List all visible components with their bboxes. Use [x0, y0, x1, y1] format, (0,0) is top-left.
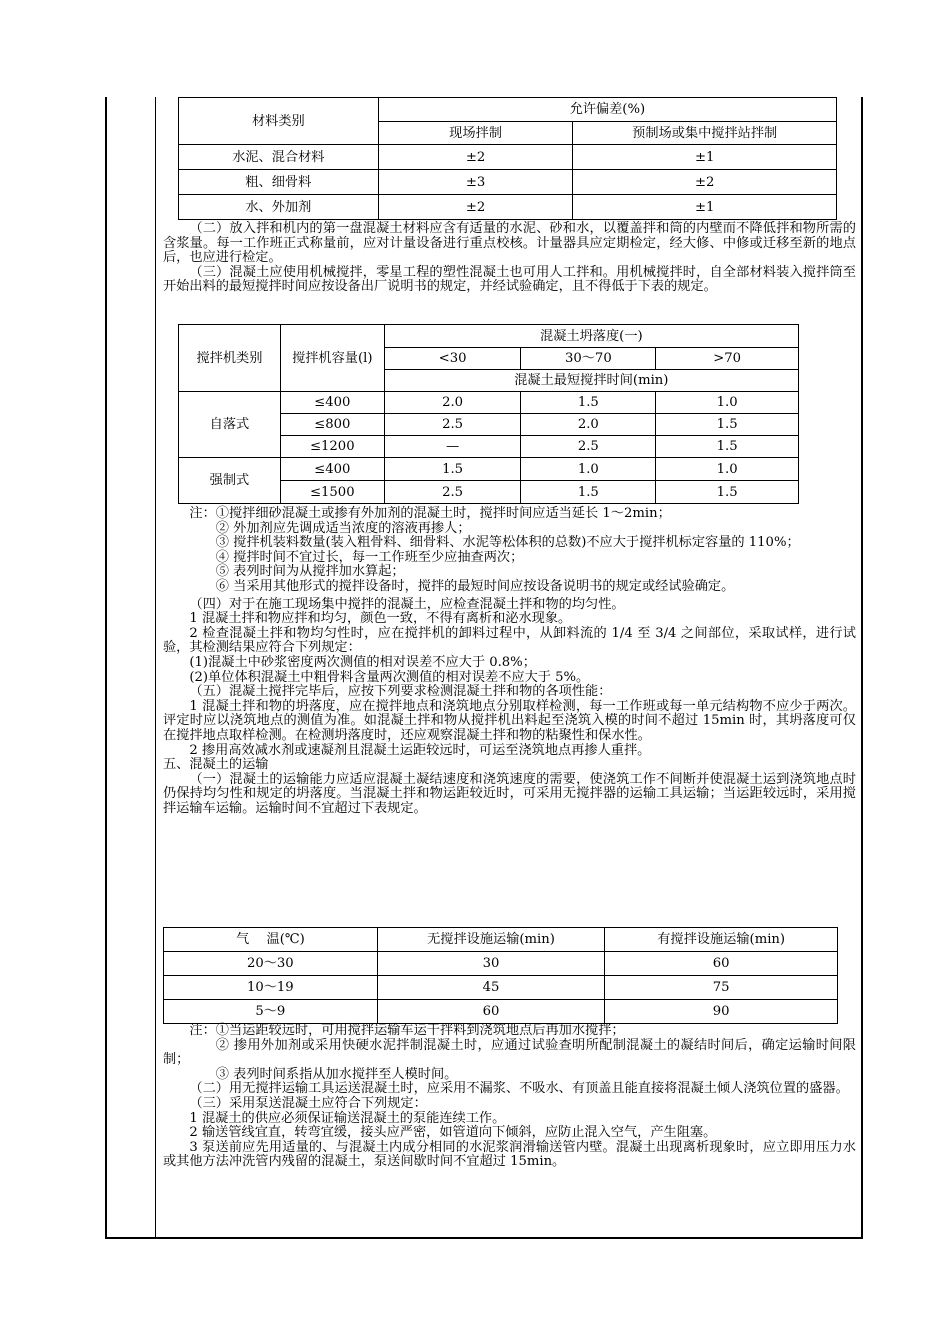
mixing-time-table — [178, 324, 799, 504]
header-temperature: 气 温(℃) — [164, 928, 378, 952]
group-free-fall: 自落式 — [179, 392, 281, 458]
paragraph: 3 泵送前应先用适量的、与混凝土内成分相同的水泥浆润滑输送管内壁。混凝土出现离析现象时，应立即用压力水或其他方法冲洗管内残留的混凝土，泵送间歇时间不宜超过 15min。 — [163, 1139, 856, 1170]
note: 注：①搅拌细砂混凝土或掺有外加剂的混凝土时，搅拌时间应适当延长 1～2min； — [189, 506, 671, 521]
paragraph: (2)单位体积混凝土中粗骨料含量两次测值的相对误差不应大于 5%。 — [189, 669, 590, 685]
paragraphs-block-3 — [163, 1024, 856, 1170]
paragraph: （四）对于在施工现场集中搅拌的混凝土，应检查混凝土拌和物的均匀性。 — [189, 596, 625, 612]
header-precast: 预制场或集中搅拌站拌制 — [573, 122, 837, 145]
column-divider — [155, 97, 156, 1239]
table-row: 水泥、混合材料 ±2 ±1 — [179, 145, 837, 170]
note: ② 掺用外加剂或采用快硬水泥拌制混凝土时，应通过试验查明所配制混凝土的凝结时间后，确定运输时间限制； — [163, 1037, 856, 1068]
tolerance-table — [178, 97, 837, 220]
paragraph: （五）混凝土搅拌完毕后，应按下列要求检测混凝土拌和物的各项性能： — [189, 684, 612, 700]
header-slump: 混凝土坍落度(一) — [384, 325, 798, 348]
table-row: 5～9 60 90 — [164, 1000, 838, 1024]
table-row: 自落式 ≤400 2.0 1.5 1.0 — [179, 392, 799, 414]
note: 注：①当运距较远时，可用搅拌运输车运干拌料到浇筑地点后再加水搅拌； — [189, 1023, 625, 1038]
note: ③ 搅拌机装料数量(装入粗骨料、细骨料、水泥等松体积的总数)不应大于搅拌机标定容量的 110%； — [215, 535, 800, 551]
note: ⑥ 当采用其他形式的搅拌设备时，搅拌的最短时间应按设备说明书的规定或经试验确定。 — [215, 578, 735, 594]
paragraph: 1 混凝土拌和物的坍落度，应在搅拌地点和浇筑地点分别取样检测，每一工作班或每一单元结构物不应少于两次。评定时应以浇筑地点的测值为准。如混凝土拌和物从搅拌机出料起至浇筑入模的时间不超过 15min 时，其坍落度可仅在搅拌地点取样检测。在检测坍落度时，还应观察混凝土拌和物的粘聚性和保水性。 — [163, 698, 856, 743]
table-row: ≤1200 — 2.5 1.5 — [179, 436, 799, 458]
header-site: 现场拌制 — [378, 122, 573, 145]
transport-time-table — [163, 927, 838, 1024]
header-tolerance: 允许偏差(%) — [378, 98, 836, 122]
paragraph: （二）用无搅拌运输工具运送混凝土时，应采用不漏浆、不吸水、有顶盖且能直接将混凝土倾人浇筑位置的盛器。 — [189, 1081, 849, 1097]
paragraph: （三）混凝土应使用机械搅拌，零星工程的塑性混凝土也可用人工拌和。用机械搅拌时，自全部材料装入搅拌筒至开始出料的最短搅拌时间应按设备出厂说明书的规定，并经试验确定，且不得低于下表的规定。 — [163, 264, 856, 295]
header-no-agitator: 无搅拌设施运输(min) — [377, 928, 605, 952]
header-material: 材料类别 — [179, 98, 379, 145]
section-title: 五、混凝土的运输 — [163, 757, 269, 773]
table-row: 10～19 45 75 — [164, 976, 838, 1000]
header-with-agitator: 有搅拌设施运输(min) — [605, 928, 838, 952]
header-capacity: 搅拌机容量(l) — [280, 325, 384, 392]
table-row: ≤800 2.5 2.0 1.5 — [179, 414, 799, 436]
paragraph: (1)混凝土中砂浆密度两次测值的相对误差不应大于 0.8%； — [189, 654, 536, 670]
header-min-time: 混凝土最短搅拌时间(min) — [384, 370, 798, 392]
header-slump-lt30: <30 — [384, 348, 521, 370]
paragraph: （三）采用泵送混凝土应符合下列规定： — [189, 1095, 427, 1111]
table-row: 水、外加剂 ±2 ±1 — [179, 195, 837, 220]
paragraphs-block-2 — [163, 507, 856, 816]
paragraph: 2 检查混凝土拌和物均匀性时，应在搅拌机的卸料过程中，从卸料流的 1/4 至 3/4 之间部位，采取试样，进行试验，其检测结果应符合下列规定： — [163, 625, 856, 656]
note: ⑤ 表列时间为从搅拌加水算起； — [215, 564, 405, 580]
header-slump-30-70: 30～70 — [521, 348, 656, 370]
table-row: 粗、细骨料 ±3 ±2 — [179, 170, 837, 195]
table-row: 20～30 30 60 — [164, 952, 838, 976]
group-forced: 强制式 — [179, 458, 281, 504]
note: ④ 搅拌时间不宜过长，每一工作班至少应抽查两次； — [215, 549, 524, 565]
table-row: 强制式 ≤400 1.5 1.0 1.0 — [179, 458, 799, 481]
table-row: ≤1500 2.5 1.5 1.5 — [179, 481, 799, 504]
paragraph: 1 混凝土拌和物应拌和均匀，颜色一致，不得有离析和泌水现象。 — [189, 611, 572, 627]
note: ② 外加剂应先调成适当浓度的溶液再掺人； — [215, 520, 471, 536]
paragraph: 2 输送管线宜直，转弯宜缓，接头应严密，如管道向下倾斜，应防止混入空气，产生阻塞。 — [189, 1125, 717, 1141]
paragraphs-block-1 — [163, 222, 856, 295]
header-mixer-type: 搅拌机类别 — [179, 325, 281, 392]
paragraph: 1 混凝土的供应必须保证输送混凝土的泵能连续工作。 — [189, 1110, 506, 1126]
note: ③ 表列时间系指从加水搅拌至人模时间。 — [215, 1066, 458, 1082]
header-slump-gt70: >70 — [656, 348, 799, 370]
paragraph: （二）放入拌和机内的第一盘混凝土材料应含有适量的水泥、砂和水，以覆盖拌和筒的内壁而不降低拌和物所需的含浆量。每一工作班正式称量前，应对计量设备进行重点校核。计量器具应定期检定，经大修、中修或迁移至新的地点后，也应进行检定。 — [163, 221, 856, 266]
paragraph: （一）混凝土的运输能力应适应混凝土凝结速度和浇筑速度的需要，使浇筑工作不间断并使混凝土运到浇筑地点时仍保持均匀性和规定的坍落度。当混凝土拌和物运距较近时，可采用无搅拌器的运输工具运输；当运距较远时，采用搅拌运输车运输。运输时间不宜超过下表规定。 — [163, 771, 856, 816]
paragraph: 2 掺用高效减水剂或速凝剂且混凝土运距较远时，可运至浇筑地点再掺人重拌。 — [189, 742, 651, 758]
